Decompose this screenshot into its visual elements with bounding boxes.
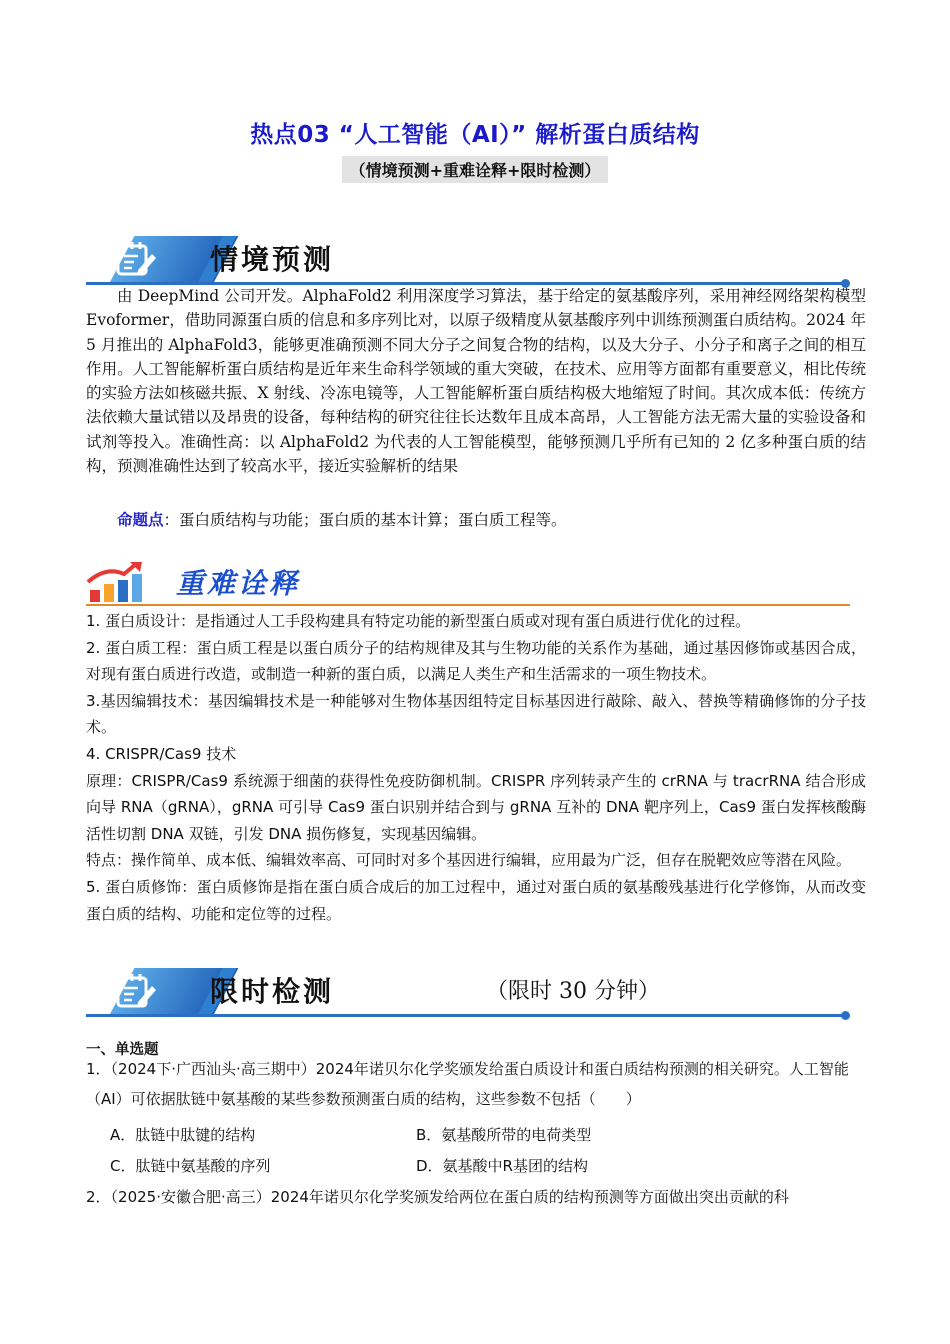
banner-rule	[86, 1014, 844, 1017]
q1-option-b[interactable]: B．氨基酸所带的电荷类型	[416, 1126, 592, 1144]
key-point-item: 1. 蛋白质设计：是指通过人工手段构建具有特定功能的新型蛋白质或对现有蛋白质进行优化的过程。	[86, 612, 751, 630]
key-point-item: 3.基因编辑技术：基因编辑技术是一种能够对生物体基因组特定目标基因进行敲除、敲入、替换等精确修饰的分子技术。	[86, 691, 866, 737]
key-point-item: 2. 蛋白质工程：蛋白质工程是以蛋白质分子的结构规律及其与生物功能的关系作为基础，通过基因修饰或基因合成，对现有蛋白质进行改造，或制造一种新的蛋白质，以满足人类生产和生活需求的一项生物技术。	[86, 638, 866, 684]
topic-text: ：蛋白质结构与功能；蛋白质的基本计算；蛋白质工程等。	[163, 511, 567, 529]
subtitle-wrap	[0, 156, 950, 183]
section-label-key-points: 重难诠释	[176, 567, 301, 600]
page-subtitle: （情境预测+重难诠释+限时检测）	[342, 156, 609, 183]
banner-rule-orange	[86, 604, 850, 606]
key-points-list	[86, 608, 866, 927]
topic-label: 命题点	[117, 511, 164, 529]
topic-line	[86, 508, 866, 532]
section-banner-key-points	[86, 560, 850, 612]
key-point-item: 5. 蛋白质修饰：蛋白质修饰是指在蛋白质合成后的加工过程中，通过对蛋白质的氨基酸残基进行化学修饰，从而改变蛋白质的结构、功能和定位等的过程。	[86, 877, 866, 923]
key-point-item: 原理：CRISPR/Cas9 系统源于细菌的获得性免疫防御机制。CRISPR 序列转录产生的 crRNA 与 tracrRNA 结合形成向导 RNA（gRNA），gRNA 可引导 Cas9 蛋白识别并结合到与 gRNA 互补的 DNA 靶序列上，Cas9 蛋白发挥核酸酶活性切割 DNA 双链，引发 DNA 损伤修复，实现基因编辑。	[86, 771, 866, 843]
scenario-paragraph: 由 DeepMind 公司开发。AlphaFold2 利用深度学习算法，基于给定的氨基酸序列，采用神经网络架构模型 Evoformer，借助同源蛋白质的信息和多序列比对，以原子级精度从氨基酸序列中训练预测蛋白质结构。2024 年 5 月推出的 AlphaFold3，能够更准确预测不同大分子之间复合物的结构，以及大分子、小分子和离子之间的相互作用。人工智能解析蛋白质结构是近年来生命科学领域的重大突破，在技术、应用等方面都有重要意义，相比传统的实验方法如核磁共振、X 射线、冷冻电镜等，人工智能解析蛋白质结构极大地缩短了时间。其次成本低：传统方法依赖大量试错以及昂贵的设备，每种结构的研究往往长达数年且成本高昂，人工智能方法无需大量的实验设备和试剂等投入。准确性高：以 AlphaFold2 为代表的人工智能模型，能够预测几乎所有已知的 2 亿多种蛋白质的结构，预测准确性达到了较高水平，接近实验解析的结果	[86, 287, 866, 476]
banner-rule-dot	[841, 1011, 850, 1020]
time-limit-note: （限时 30 分钟）	[486, 979, 660, 1004]
q1-option-d[interactable]: D．氨基酸中R基团的结构	[416, 1157, 588, 1175]
question-type-heading: 一、单选题	[86, 1042, 159, 1058]
section-banner-timed-test	[86, 966, 850, 1022]
q1-option-c[interactable]: C．肽链中氨基酸的序列	[110, 1157, 271, 1175]
q1-option-a[interactable]: A．肽链中肽键的结构	[110, 1126, 256, 1144]
section-banner-scenario	[86, 234, 850, 290]
key-point-item: 特点：操作简单、成本低、编辑效率高、可同时对多个基因进行编辑，应用最为广泛，但存在脱靶效应等潜在风险。	[86, 851, 852, 870]
section-label-scenario: 情境预测	[210, 243, 335, 276]
growth-chart-icon	[86, 560, 156, 604]
notepad-pencil-icon	[114, 240, 158, 278]
page-title: 热点03 “人工智能（AI）” 解析蛋白质结构	[250, 122, 700, 148]
key-point-item: 4. CRISPR/Cas9 技术	[86, 744, 237, 763]
question-1: 1．（2024下·广西汕头·高三期中）2024年诺贝尔化学奖颁发给蛋白质设计和蛋白质结构预测的相关研究。人工智能（AI）可依据肽链中氨基酸的某些参数预测蛋白质的结构，这些参数不包括（ ）	[86, 1060, 849, 1108]
question-2: 2．（2025·安徽合肥·高三）2024年诺贝尔化学奖颁发给两位在蛋白质的结构预测等方面做出突出贡献的科	[86, 1188, 789, 1206]
notepad-pencil-icon	[114, 972, 158, 1010]
section-label-timed-test: 限时检测	[210, 975, 335, 1008]
